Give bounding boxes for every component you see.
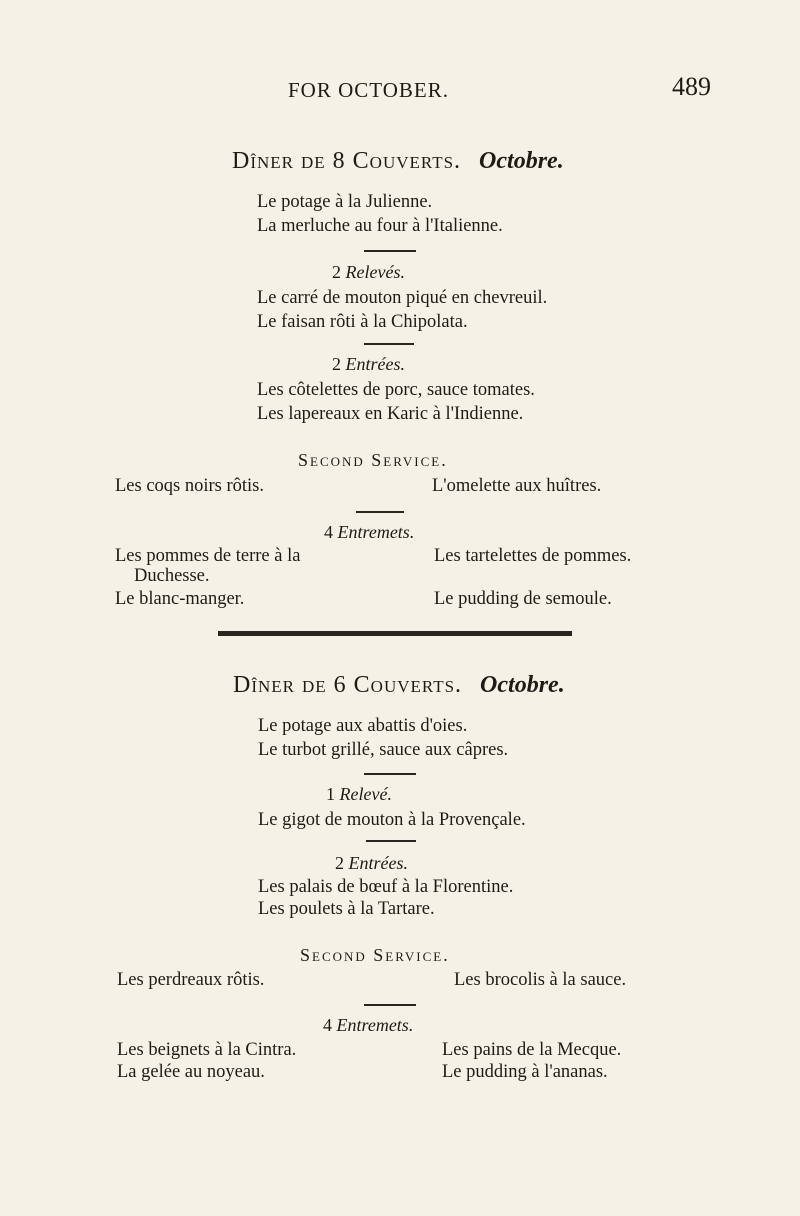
page-number: 489 — [672, 72, 711, 101]
menu2-roast-left: Les perdreaux rôtis. — [117, 970, 265, 990]
menu2-releve-1: Le gigot de mouton à la Provençale. — [258, 810, 526, 830]
menu1-roast-right: L'omelette aux huîtres. — [432, 476, 602, 496]
menu1-releves-heading — [332, 262, 405, 283]
menu2-second-service: Second Service. — [300, 945, 450, 965]
menu2-entremets-right-2: Le pudding à l'ananas. — [442, 1062, 608, 1082]
menu2-title-month: Octobre. — [480, 672, 565, 698]
divider — [356, 511, 404, 513]
menu2-title-text: Dîner de 6 Couverts. — [233, 672, 463, 698]
menu1-second-service: Second Service. — [298, 450, 448, 470]
menu1-releve-1: Le carré de mouton piqué en chevreuil. — [257, 288, 548, 308]
divider — [366, 840, 416, 842]
menu1-entree-1: Les côtelettes de porc, sauce tomates. — [257, 380, 535, 400]
menu2-releves-count: 1 — [326, 784, 335, 804]
menu2-entremets-count: 4 — [323, 1015, 332, 1035]
menu2-soup-1: Le potage aux abattis d'oies. — [258, 716, 468, 736]
menu1-releves-label: Relevés. — [345, 262, 405, 282]
menu1-title-text: Dîner de 8 Couverts. — [232, 148, 462, 174]
menu1-releves-count: 2 — [332, 262, 341, 282]
menu2-releves-heading — [326, 784, 392, 805]
menu1-entrees-heading — [332, 354, 405, 375]
menu1-entremets-left-1: Les pommes de terre à la — [115, 546, 301, 566]
menu1-entremets-left-3: Le blanc-manger. — [115, 589, 245, 609]
menu1-entrees-count: 2 — [332, 354, 341, 374]
menu2-entrees-count: 2 — [335, 853, 344, 873]
menu1-title-month: Octobre. — [479, 148, 564, 174]
menu1-entree-2: Les lapereaux en Karic à l'Indienne. — [257, 404, 524, 424]
menu2-releves-label: Relevé. — [339, 784, 392, 804]
running-head: FOR OCTOBER. — [288, 78, 449, 102]
menu2-entremets-label: Entremets. — [336, 1015, 414, 1035]
menu2-entrees-label: Entrées. — [348, 853, 408, 873]
menu1-entrees-label: Entrées. — [345, 354, 405, 374]
divider — [364, 343, 414, 345]
menu2-entremets-left-1: Les beignets à la Cintra. — [117, 1040, 297, 1060]
menu1-roast-left: Les coqs noirs rôtis. — [115, 476, 265, 496]
divider — [364, 1004, 416, 1006]
menu2-entrees-heading — [335, 853, 408, 874]
menu1-releve-2: Le faisan rôti à la Chipolata. — [257, 312, 468, 332]
section-divider — [218, 631, 572, 636]
menu2-entremets-right-1: Les pains de la Mecque. — [442, 1040, 622, 1060]
menu1-soup-2: La merluche au four à l'Italienne. — [257, 216, 503, 236]
menu1-entremets-heading — [324, 522, 414, 543]
menu1-entremets-count: 4 — [324, 522, 333, 542]
menu2-soup-2: Le turbot grillé, sauce aux câpres. — [258, 740, 509, 760]
menu2-entree-2: Les poulets à la Tartare. — [258, 899, 435, 919]
menu2-entree-1: Les palais de bœuf à la Florentine. — [258, 877, 514, 897]
menu1-entremets-right-2: Le pudding de semoule. — [434, 589, 612, 609]
menu2-entremets-heading — [323, 1015, 413, 1036]
menu1-title — [232, 148, 564, 175]
menu1-soup-1: Le potage à la Julienne. — [257, 192, 433, 212]
menu2-title — [233, 672, 565, 699]
menu1-entremets-right-1: Les tartelettes de pommes. — [434, 546, 632, 566]
divider — [364, 250, 416, 252]
menu1-entremets-left-2: Duchesse. — [134, 566, 210, 586]
menu2-entremets-left-2: La gelée au noyeau. — [117, 1062, 265, 1082]
menu1-entremets-label: Entremets. — [337, 522, 415, 542]
divider — [364, 773, 416, 775]
menu2-roast-right: Les brocolis à la sauce. — [454, 970, 627, 990]
